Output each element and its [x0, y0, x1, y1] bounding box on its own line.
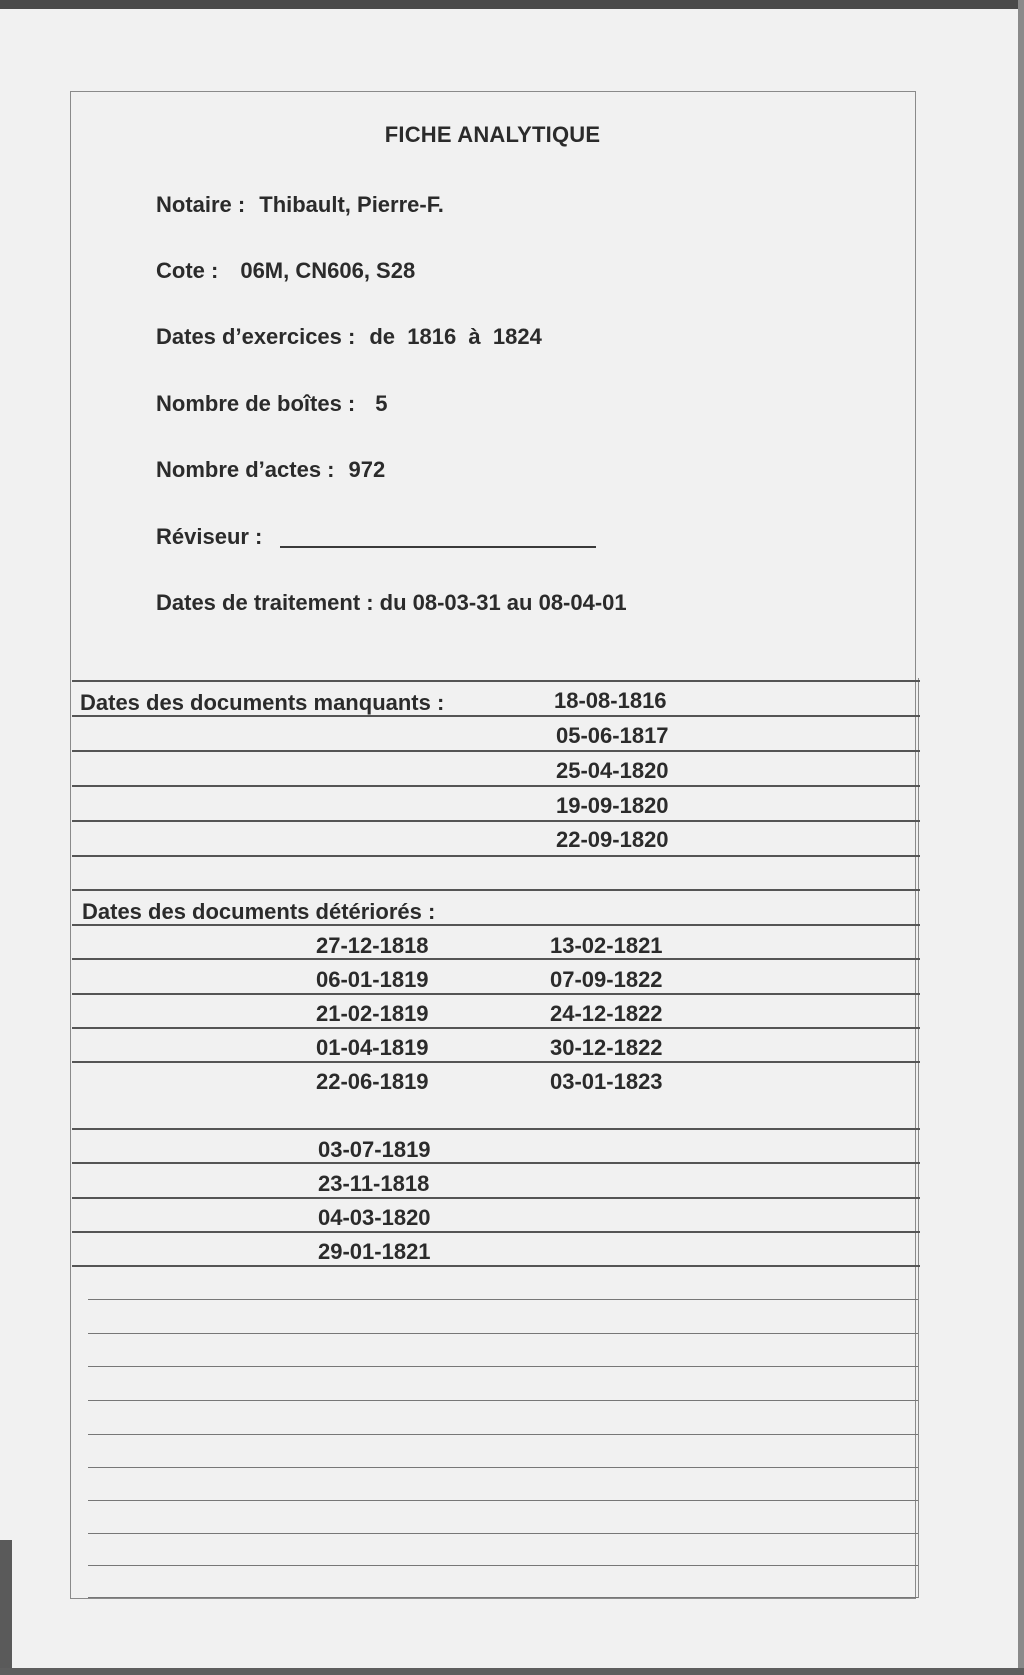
deteriorated-date: 24-12-1822 [550, 1001, 663, 1026]
deteriorated-date: 30-12-1822 [550, 1035, 663, 1060]
field-label: Nombre d’actes : [156, 457, 335, 482]
field-value: 972 [348, 457, 386, 482]
field-value: du 08-03-31 au 08-04-01 [379, 590, 627, 615]
field-reviseur [156, 524, 596, 550]
scan-edge-left [0, 1540, 12, 1675]
form-frame [70, 91, 916, 1599]
deteriorated-documents-label: Dates des documents détériorés : [82, 899, 436, 924]
table-rule [72, 855, 920, 857]
deteriorated-date: 04-03-1820 [318, 1205, 431, 1230]
deteriorated-date: 07-09-1822 [550, 967, 663, 992]
missing-date: 19-09-1820 [556, 793, 669, 818]
table-rule [88, 1434, 918, 1435]
scan-edge-bottom [0, 1668, 1024, 1675]
field-value: 06M, CN606, S28 [240, 258, 416, 283]
table-rule [72, 785, 920, 787]
deteriorated-date: 03-07-1819 [318, 1137, 431, 1162]
table-rule [72, 1128, 920, 1130]
table-rule [88, 1597, 918, 1598]
missing-date: 05-06-1817 [556, 723, 669, 748]
field-value: 5 [375, 391, 388, 416]
deteriorated-date: 22-06-1819 [316, 1069, 429, 1094]
field-label: Réviseur : [156, 524, 263, 549]
deteriorated-date: 13-02-1821 [550, 933, 663, 958]
deteriorated-date: 23-11-1818 [318, 1171, 430, 1196]
deteriorated-date: 01-04-1819 [316, 1035, 429, 1060]
table-rule [72, 1265, 920, 1267]
deteriorated-date: 27-12-1818 [316, 933, 429, 958]
field-dates-exercices [156, 324, 542, 350]
table-rule [88, 1565, 918, 1566]
page-title: FICHE ANALYTIQUE [384, 122, 601, 147]
field-label: Nombre de boîtes : [156, 391, 356, 416]
scan-edge-top [0, 0, 1024, 9]
field-label: Cote : [156, 258, 219, 283]
table-rule [72, 993, 920, 995]
table-rule [88, 1366, 918, 1367]
field-label: Dates de traitement : [156, 590, 374, 615]
table-rule [72, 1231, 920, 1233]
reviseur-blank-line[interactable] [280, 546, 596, 548]
table-rule [72, 924, 920, 926]
table-rule [72, 680, 920, 682]
table-rule [72, 1197, 920, 1199]
table-rule [72, 1027, 920, 1029]
deteriorated-date: 03-01-1823 [550, 1069, 663, 1094]
table-rule [72, 750, 920, 752]
scan-edge-right [1018, 0, 1024, 1675]
table-rule [72, 1162, 920, 1164]
deteriorated-date: 29-01-1821 [318, 1239, 431, 1264]
table-rule [88, 1400, 918, 1401]
table-rule [72, 1061, 920, 1063]
field-value: Thibault, Pierre-F. [259, 192, 444, 217]
field-notaire [156, 192, 444, 218]
field-nombre-boites [156, 391, 388, 417]
table-rule [88, 1299, 918, 1300]
table-rule [72, 889, 920, 891]
missing-date: 22-09-1820 [556, 827, 669, 852]
field-label: Dates d’exercices : [156, 324, 356, 349]
table-rule [72, 958, 920, 960]
field-dates-traitement [156, 590, 627, 616]
field-value: de 1816 à 1824 [369, 324, 542, 349]
field-label: Notaire : [156, 192, 246, 217]
missing-date: 25-04-1820 [556, 758, 669, 783]
table-rule [88, 1533, 918, 1534]
missing-date: 18-08-1816 [554, 688, 667, 713]
missing-documents-label: Dates des documents manquants : [80, 690, 445, 715]
table-rule [88, 1500, 918, 1501]
table-rule [88, 1333, 918, 1334]
deteriorated-date: 21-02-1819 [316, 1001, 429, 1026]
table-rule [88, 1467, 918, 1468]
table-rule [72, 820, 920, 822]
table-rule [72, 715, 920, 717]
field-cote [156, 258, 415, 284]
deteriorated-date: 06-01-1819 [316, 967, 429, 992]
field-nombre-actes [156, 457, 385, 483]
form-frame-right-edge [918, 678, 919, 1598]
